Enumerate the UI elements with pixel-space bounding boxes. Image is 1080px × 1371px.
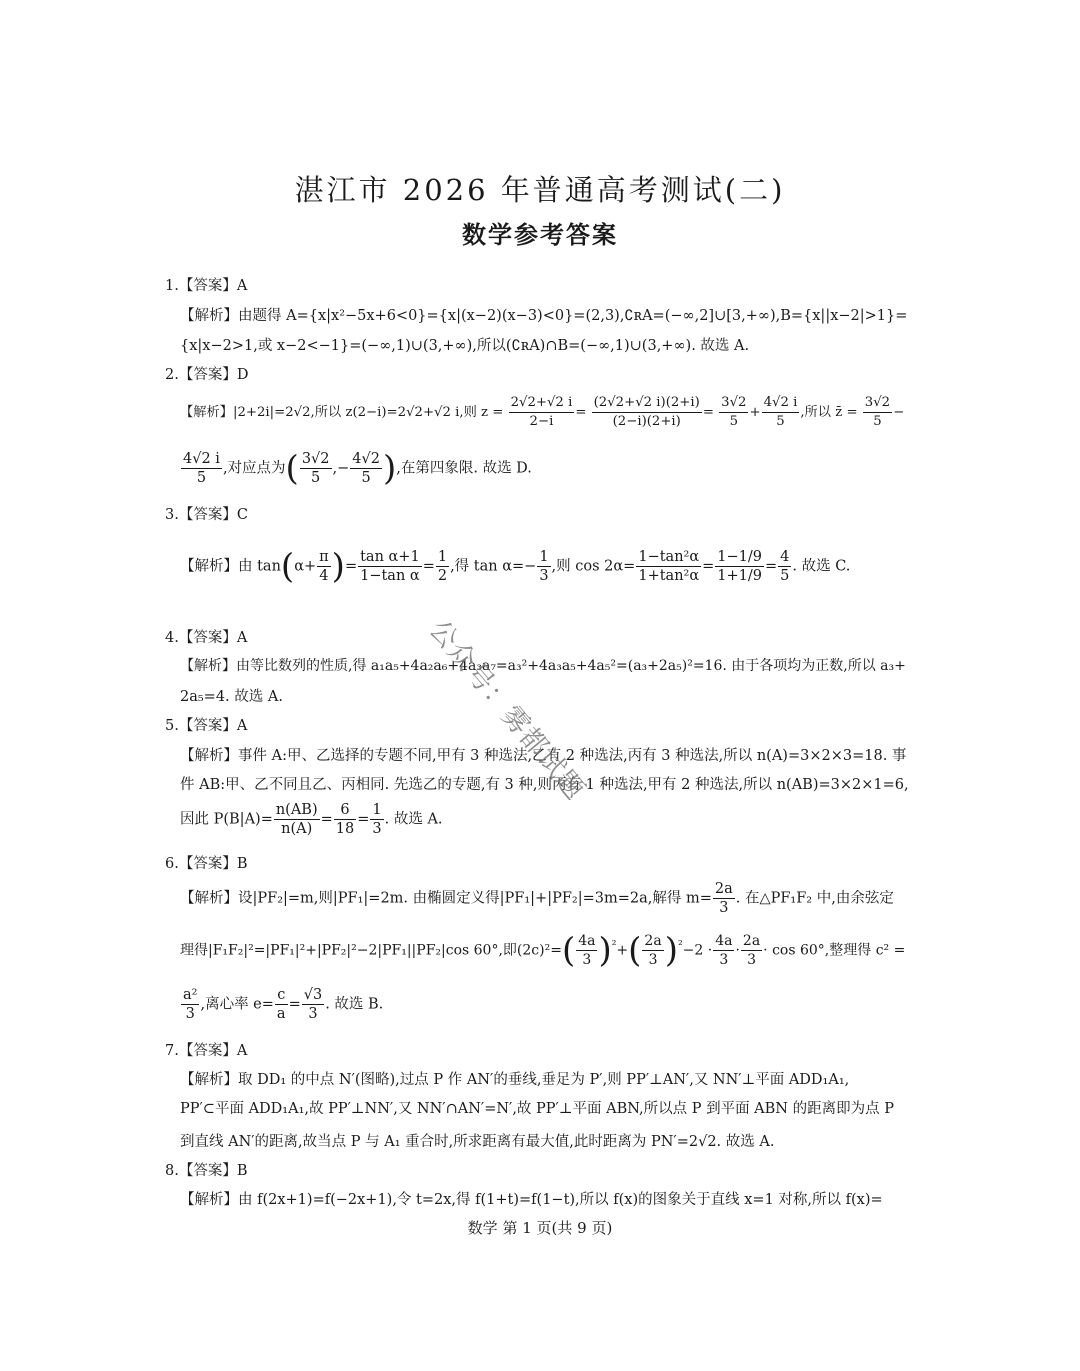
- q3-fraction-pi: [317, 548, 331, 585]
- q3-f6-den: 5: [780, 568, 790, 584]
- q2-fraction-5: [863, 394, 892, 431]
- q2-f3-num: 3√2: [719, 394, 748, 413]
- q2-l2b: ,在第四象限. 故选 D.: [396, 460, 532, 477]
- q5-f3-num: 1: [372, 802, 382, 818]
- q3-f2-num: 1: [437, 549, 448, 565]
- page-footer: 数学 第 1 页(共 9 页): [467, 1219, 613, 1237]
- q3-eq1: =: [344, 558, 358, 575]
- q5-eq1: =: [320, 811, 333, 828]
- q2-fraction-2: [592, 394, 702, 431]
- q6-eq: =: [288, 996, 301, 1013]
- q2-fraction-4: [762, 394, 800, 431]
- q2-f1-num: 2√2+√2 i: [509, 394, 575, 413]
- q3-f5-num: 1−1/9: [717, 549, 763, 565]
- q6-sq2: ²: [677, 937, 683, 952]
- q2-f7-num: 3√2: [301, 451, 330, 467]
- q3-fraction-1: [358, 548, 422, 585]
- q3-fpi-den: 4: [319, 568, 329, 584]
- q2-fraction-3: [719, 394, 748, 431]
- q3-inner: α+: [294, 558, 317, 575]
- q2-f5-den: 5: [873, 414, 882, 429]
- q2-f4-den: 5: [776, 414, 785, 429]
- q7-analysis-line-3: 到直线 AN′的距离,故当点 P 与 A₁ 重合时,所求距离有最大值,此时距离为 PN′=2√2. 故选 A.: [180, 1134, 775, 1150]
- q3-mid: ,得 tan α=−: [450, 558, 537, 575]
- q6-fraction-2: [576, 932, 597, 969]
- q2-f6-den: 5: [196, 470, 207, 486]
- q6-fraction-6: [181, 986, 199, 1023]
- q3-mid2: ,则 cos 2α=: [551, 558, 636, 575]
- q3-eq4: =: [765, 558, 778, 575]
- q6-analysis-line-3: [180, 986, 915, 1023]
- q6-l3a: ,离心率 e=: [200, 996, 274, 1013]
- q6-fraction-8: [302, 986, 324, 1023]
- q6-fraction-3: [642, 932, 663, 969]
- q2-f1-den: 2−i: [529, 414, 554, 429]
- q6-fraction-1: [713, 880, 735, 917]
- q2-f6-num: 4√2 i: [183, 451, 220, 467]
- q2-f8-num: 4√2: [352, 451, 380, 467]
- q5-f1-num: n(AB): [275, 802, 318, 818]
- q6-l2a: 理得|F₁F₂|²=|PF₁|²+|PF₂|²−2|PF₁||PF₂|cos 60°,即(2c)²=: [180, 942, 562, 959]
- q6-f1-den: 3: [719, 900, 729, 916]
- q3-f5-den: 1+1/9: [717, 568, 763, 584]
- q6-l2b: −2 ·: [682, 942, 713, 959]
- q3-answer: 3.【答案】C: [165, 507, 248, 523]
- q6-analysis-line-1: [180, 880, 915, 917]
- q3-f1-num: tan α+1: [360, 549, 420, 565]
- q5-fraction-3: [370, 801, 383, 838]
- q3-f4-num: 1−tan²α: [638, 549, 700, 565]
- q4-analysis-line-2: 2a₅=4. 故选 A.: [180, 689, 283, 705]
- q3-f2-den: 2: [437, 568, 448, 584]
- q6-analysis-line-2: 理得|F₁F₂|²=|PF₁|²+|PF₂|²−2|PF₁||PF₂|cos 60°,即(2c)²=( $\frac{4a}{3}$ )$^{^2}$+( $\frac{2a}{3}$ )$^{^2}$−2 · $\frac{4a}{3}$ · $\frac{2a}{3}$ · cos 60°,整理得 c² =: [180, 930, 906, 971]
- q6-f5-den: 3: [747, 952, 756, 968]
- q6-f3-den: 3: [648, 952, 658, 968]
- q6-l2c: · cos 60°,整理得 c² =: [763, 942, 906, 959]
- q6-f1-num: 2a: [714, 881, 733, 897]
- q2-fraction-7: [300, 450, 332, 487]
- q3-fraction-5: [715, 548, 764, 585]
- q1-answer: 1.【答案】A: [165, 278, 248, 294]
- q5-f3-den: 3: [372, 821, 382, 837]
- q5-f1-den: n(A): [281, 821, 313, 837]
- q4-answer: 4.【答案】A: [165, 630, 248, 646]
- q3-eq3: =: [702, 558, 715, 575]
- q2-f4-num: 4√2 i: [762, 394, 800, 413]
- q3-fpi-num: π: [319, 549, 329, 565]
- q3-f3-den: 3: [539, 568, 549, 584]
- q4-analysis-line-1: 【解析】由等比数列的性质,得 a₁a₅+4a₂a₆+4a₃a₇=a₃²+4a₃a₅+4a₅²=(a₃+2a₅)²=16. 由于各项均为正数,所以 a₃+: [180, 658, 906, 674]
- q3-f1-den: 1−tan α: [360, 568, 420, 584]
- q2-fraction-8: [350, 450, 382, 487]
- q2-mid: ,所以 z̄ =: [800, 405, 858, 420]
- q6-l1b: . 在△PF₁F₂ 中,由余弦定: [735, 890, 894, 907]
- q5-fraction-2: [334, 801, 356, 838]
- q1-analysis-line-1: 【解析】由题得 A={x|x²−5x+6<0}={x|(x−2)(x−3)<0}=(2,3),∁ʀA=(−∞,2]∪[3,+∞),B={x||x−2|>1}=: [180, 308, 908, 324]
- q3-pre: 【解析】由 tan: [180, 558, 281, 575]
- q8-analysis-line-1: 【解析】由 f(2x+1)=f(−2x+1),令 t=2x,得 f(1+t)=f(1−t),所以 f(x)的图象关于直线 x=1 对称,所以 f(x)=: [180, 1192, 883, 1208]
- q6-fraction-4: [713, 932, 734, 969]
- q5-f2-num: 6: [334, 801, 356, 820]
- q6-f7-den: a: [276, 1006, 286, 1022]
- q6-f6-num: a²: [183, 987, 198, 1003]
- q5-fraction-1: [274, 801, 320, 838]
- q2-f5-num: 3√2: [863, 394, 892, 413]
- q2-l2a: ,对应点为: [222, 460, 286, 477]
- q6-l3b: . 故选 B.: [325, 996, 384, 1013]
- q6-f7-num: c: [275, 986, 288, 1005]
- q5-pre: 因此 P(B|A)=: [180, 811, 273, 828]
- q7-analysis-line-2: PP′⊂平面 ADD₁A₁,故 PP′⊥NN′,又 NN′∩AN′=N′,故 PP′⊥平面 ABN,所以点 P 到平面 ABN 的距离即为点 P: [180, 1101, 894, 1117]
- q3-f4-den: 1+tan²α: [638, 568, 700, 584]
- q2-analysis-line-1: 【解析】|2+2i|=2√2,所以 z(2−i)=2√2+√2 i,则 z = $\frac{2√2+√2 i}{2-i}$ = $\frac{(2√2+√2 i)(2+i)}{(2-i)(2+i)}$ = $\frac{3√2}{5}$ + $\frac{4√2 i}{5}$ ,所以 z̄ = $\frac{3√2}{5}$ −: [180, 395, 905, 429]
- q6-f4-num: 4a: [715, 933, 733, 949]
- q7-answer: 7.【答案】A: [165, 1043, 248, 1059]
- q7-analysis-line-1: 【解析】取 DD₁ 的中点 N′(图略),过点 P 作 AN′的垂线,垂足为 P′,则 PP′⊥AN′,又 NN′⊥平面 ADD₁A₁,: [180, 1072, 850, 1088]
- q6-f2-num: 4a: [578, 933, 596, 949]
- q6-f5-num: 2a: [742, 933, 761, 949]
- q2-comma: ,−: [332, 460, 350, 477]
- q6-f8-den: 3: [308, 1006, 318, 1022]
- q6-plus: +: [616, 942, 629, 959]
- q2-pre: 【解析】|2+2i|=2√2,所以 z(2−i)=2√2+√2 i,则 z =: [180, 405, 504, 420]
- q2-f7-den: 5: [311, 470, 321, 486]
- q3-analysis-line-1: 【解析】由 tan(α+ $\frac{\pi}{4}$ )= $\frac{\text{tan α+1}}{\text{1−tan α}}$ = $\frac{1}{2}$ ,得 tan α=− $\frac{1}{3}$ ,则 cos 2α= $\frac{\text{1−tan²α}}{\text{1+tan²α}}$ = $\frac{1-1/9}{1+1/9}$ = $\frac{4}{5}$ . 故选 C.: [180, 546, 851, 587]
- q3-end: . 故选 C.: [792, 558, 851, 575]
- q6-fraction-7: [275, 986, 288, 1023]
- q6-f6-den: 3: [185, 1006, 195, 1022]
- q2-f2-den: (2−i)(2+i): [612, 414, 681, 429]
- q2-plus: +: [749, 405, 761, 420]
- q2-answer: 2.【答案】D: [165, 367, 249, 383]
- q3-fraction-6: [778, 548, 791, 585]
- q2-minus: −: [893, 405, 905, 420]
- q3-f6-num: 4: [780, 549, 790, 565]
- q8-answer: 8.【答案】B: [165, 1163, 248, 1179]
- q3-fraction-3: [537, 548, 550, 585]
- q5-f2-den: 18: [335, 821, 355, 837]
- q5-analysis-line-1: 【解析】事件 A:甲、乙选择的专题不同,甲有 3 种选法,乙有 2 种选法,丙有 3 种选法,所以 n(A)=3×2×3=18. 事: [180, 748, 907, 764]
- q6-fraction-5: [741, 932, 762, 969]
- q3-fraction-4: [636, 548, 701, 585]
- q5-answer: 5.【答案】A: [165, 718, 248, 734]
- q6-l1a: 【解析】设|PF₂|=m,则|PF₁|=2m. 由椭圆定义得|PF₁|+|PF₂|=3m=2a,解得 m=: [180, 890, 712, 907]
- q6-f3-num: 2a: [644, 933, 662, 949]
- q6-sq: ²: [611, 937, 617, 952]
- q6-dot: ·: [735, 942, 740, 959]
- q3-eq2: =: [422, 558, 435, 575]
- q6-f4-den: 3: [719, 952, 729, 968]
- q3-f3-num: 1: [539, 549, 549, 565]
- q2-f2-num: (2√2+√2 i)(2+i): [592, 394, 702, 413]
- watermark: 公众号：雾都试题: [422, 614, 591, 807]
- page-title: 湛江市 2026 年普通高考测试(二): [294, 173, 786, 207]
- q6-f8-num: √3: [303, 987, 323, 1003]
- q5-end: . 故选 A.: [384, 811, 443, 828]
- q2-f3-den: 5: [729, 414, 739, 429]
- q2-f8-den: 5: [361, 470, 371, 486]
- q5-analysis-line-2: 件 AB:甲、乙不同且乙、丙相同. 先选乙的专题,有 3 种,则丙有 1 种选法,甲有 2 种选法,所以 n(AB)=3×2×1=6,: [180, 777, 909, 793]
- q2-fraction-6: [181, 450, 222, 487]
- q6-f2-den: 3: [582, 952, 592, 968]
- page-subtitle: 数学参考答案: [462, 220, 618, 249]
- q5-analysis-line-3: [180, 801, 915, 838]
- q1-analysis-line-2: {x|x−2>1,或 x−2<−1}=(−∞,1)∪(3,+∞),所以(∁ʀA)∩B=(−∞,1)∪(3,+∞). 故选 A.: [180, 338, 750, 354]
- q3-fraction-2: [436, 548, 449, 585]
- q2-analysis-line-2: $\frac{4√2 i}{5}$ ,对应点为( $\frac{3√2}{5}$ ,− $\frac{4√2}{5}$ ),在第四象限. 故选 D.: [183, 448, 532, 489]
- q2-fraction-1: [509, 394, 575, 431]
- q6-answer: 6.【答案】B: [165, 856, 248, 872]
- q5-eq2: =: [357, 811, 370, 828]
